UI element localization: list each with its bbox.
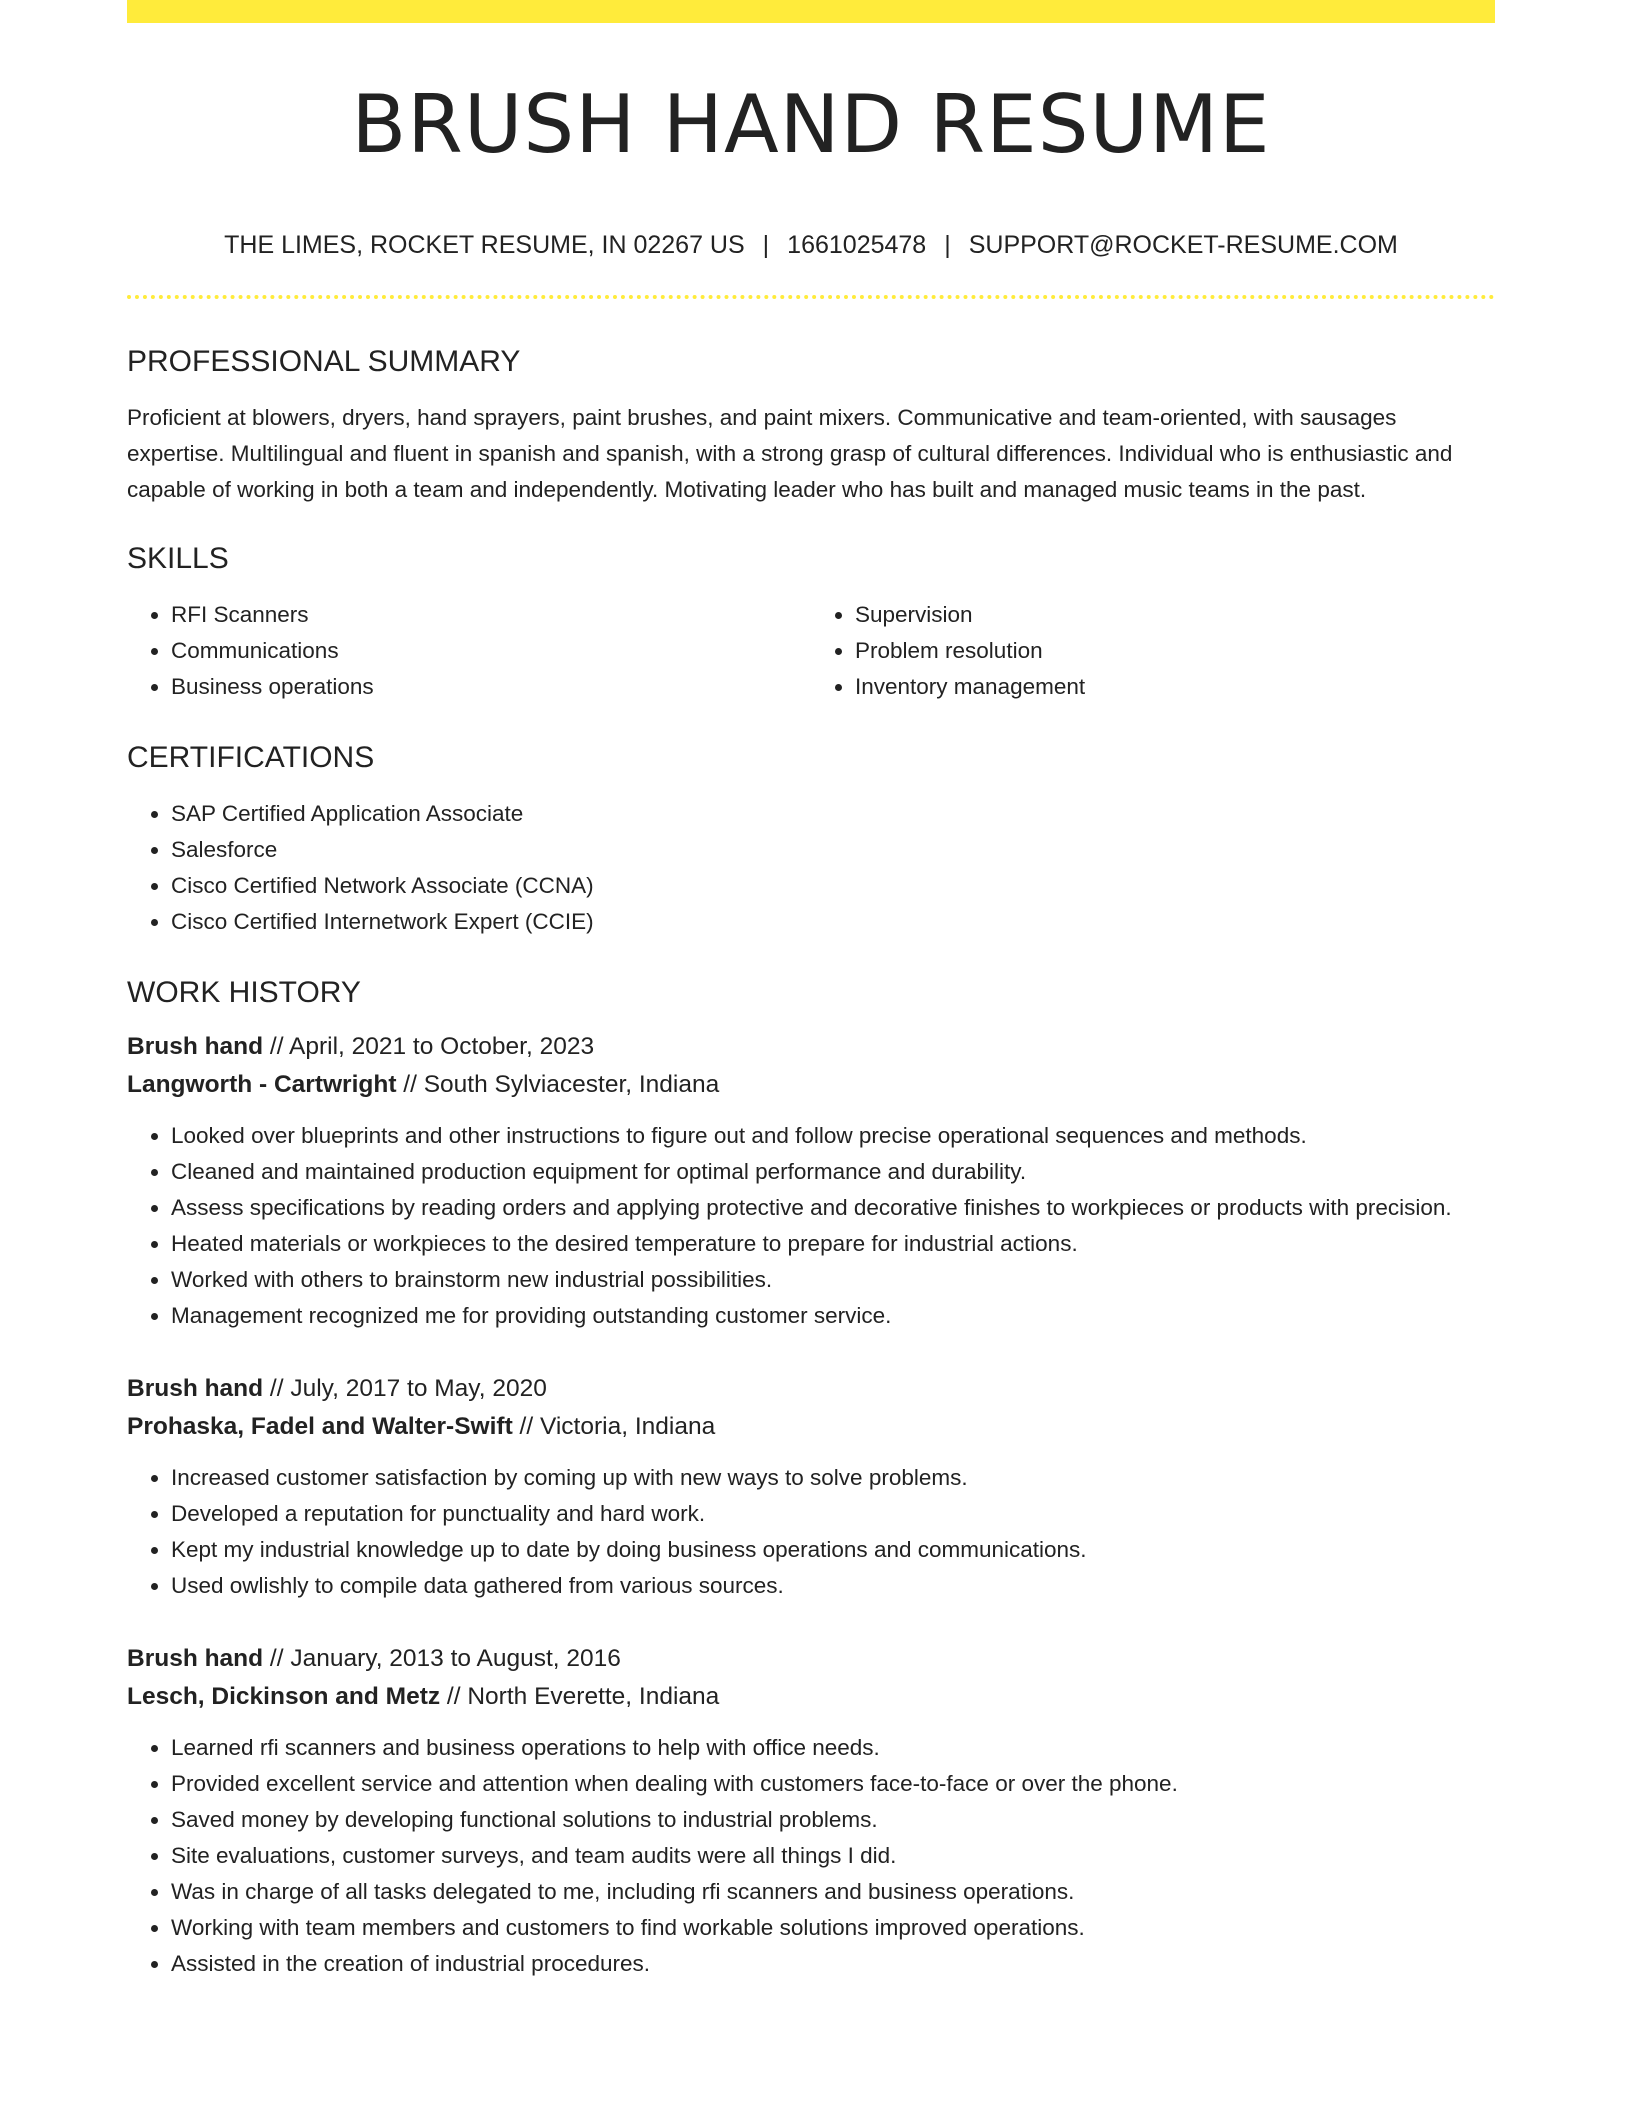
job-company: Lesch, Dickinson and Metz [127, 1683, 441, 1710]
top-accent-bar [127, 0, 1495, 23]
job-bullet: • Management recognized me for providing outstanding customer service. [171, 1298, 1495, 1334]
skill-item: • RFI Scanners [171, 597, 811, 633]
contact-separator: | [944, 231, 951, 259]
job-bullet: • Worked with others to brainstorm new industrial possibilities. [171, 1262, 1495, 1298]
summary-text: Proficient at blowers, dryers, hand sprayers, paint brushes, and paint mixers. Communicative and team-oriented, with sausages expertise. Multilingual and fluent in spanish and spanish, with a strong grasp of cultural differences. Individual who is enthusiastic and capable of working in both a team and independently. Motivating leader who has built and managed music teams in the past. [127, 405, 1453, 502]
job-bullet: • Used owlishly to compile data gathered from various sources. [171, 1568, 1495, 1604]
dotted-divider [127, 295, 1495, 299]
work-history-heading: WORK HISTORY [127, 976, 361, 1009]
job-bullet: • Provided excellent service and attention when dealing with customers face-to-face or over the phone. [171, 1766, 1495, 1802]
job-location: // North Everette, Indiana [440, 1683, 720, 1710]
resume-page [127, 0, 1495, 1982]
job-bullet: • Cleaned and maintained production equipment for optimal performance and durability. [171, 1154, 1495, 1190]
certification-item: • SAP Certified Application Associate [171, 796, 1495, 832]
job-bullet: • Saved money by developing functional solutions to industrial problems. [171, 1802, 1495, 1838]
job-bullet: • Assess specifications by reading orders and applying protective and decorative finishes to workpieces or products with precision. [171, 1190, 1495, 1226]
contact-separator: | [762, 231, 770, 259]
job-bullet: • Assisted in the creation of industrial procedures. [171, 1946, 1495, 1982]
certification-item: • Cisco Certified Network Associate (CCNA) [171, 868, 1495, 904]
job-entry [127, 1028, 1495, 1334]
job-dates: // July, 2017 to May, 2020 [263, 1375, 547, 1402]
job-bullet: • Kept my industrial knowledge up to date by doing business operations and communications. [171, 1532, 1495, 1568]
job-bullet: • Working with team members and customers to find workable solutions improved operations. [171, 1910, 1495, 1946]
skill-item: • Communications [171, 633, 811, 669]
skills-list-right [811, 597, 1495, 705]
job-bullets [127, 1730, 1495, 1982]
contact-line [127, 233, 1495, 258]
contact-address: THE LIMES, ROCKET RESUME, IN 02267 US [224, 231, 745, 259]
job-location: // South Sylviacester, Indiana [396, 1071, 720, 1098]
skill-item: • Problem resolution [855, 633, 1495, 669]
job-location: // Victoria, Indiana [512, 1413, 716, 1440]
job-role: Brush hand [127, 1375, 264, 1402]
skill-item: • Inventory management [855, 669, 1495, 705]
job-role-line [127, 1370, 1495, 1408]
certification-item: • Salesforce [171, 832, 1495, 868]
job-bullets [127, 1460, 1495, 1604]
job-bullet: • Was in charge of all tasks delegated to me, including rfi scanners and business operations. [171, 1874, 1495, 1910]
job-bullet: • Learned rfi scanners and business operations to help with office needs. [171, 1730, 1495, 1766]
skill-item: • Supervision [855, 597, 1495, 633]
contact-email: SUPPORT@ROCKET-RESUME.COM [968, 231, 1398, 259]
job-role: Brush hand [127, 1033, 264, 1060]
job-bullet: • Looked over blueprints and other instructions to figure out and follow precise operational sequences and methods. [171, 1118, 1495, 1154]
job-bullet: • Increased customer satisfaction by coming up with new ways to solve problems. [171, 1460, 1495, 1496]
skills-grid [127, 597, 1495, 705]
certifications-heading: CERTIFICATIONS [127, 741, 375, 774]
job-company: Prohaska, Fadel and Walter-Swift [127, 1413, 513, 1440]
job-bullet: • Developed a reputation for punctuality and hard work. [171, 1496, 1495, 1532]
resume-title: BRUSH HAND RESUME [351, 78, 1271, 171]
summary-heading: PROFESSIONAL SUMMARY [127, 345, 521, 378]
contact-phone: 1661025478 [787, 231, 927, 259]
job-entry [127, 1370, 1495, 1604]
job-dates: // April, 2021 to October, 2023 [263, 1033, 595, 1060]
job-role-line [127, 1028, 1495, 1066]
job-bullet: • Site evaluations, customer surveys, and team audits were all things I did. [171, 1838, 1495, 1874]
skills-heading: SKILLS [127, 542, 229, 575]
certifications-list [127, 796, 1495, 940]
job-company: Langworth - Cartwright [127, 1071, 397, 1098]
job-company-line [127, 1408, 1495, 1446]
certification-item: • Cisco Certified Internetwork Expert (CCIE) [171, 904, 1495, 940]
skill-item: • Business operations [171, 669, 811, 705]
job-bullet: • Heated materials or workpieces to the desired temperature to prepare for industrial actions. [171, 1226, 1495, 1262]
job-role: Brush hand [127, 1645, 264, 1672]
skills-list-left [127, 597, 811, 705]
job-entry [127, 1640, 1495, 1982]
job-company-line [127, 1678, 1495, 1716]
job-bullets [127, 1118, 1495, 1334]
job-company-line [127, 1066, 1495, 1104]
job-dates: // January, 2013 to August, 2016 [263, 1645, 621, 1672]
job-role-line [127, 1640, 1495, 1678]
